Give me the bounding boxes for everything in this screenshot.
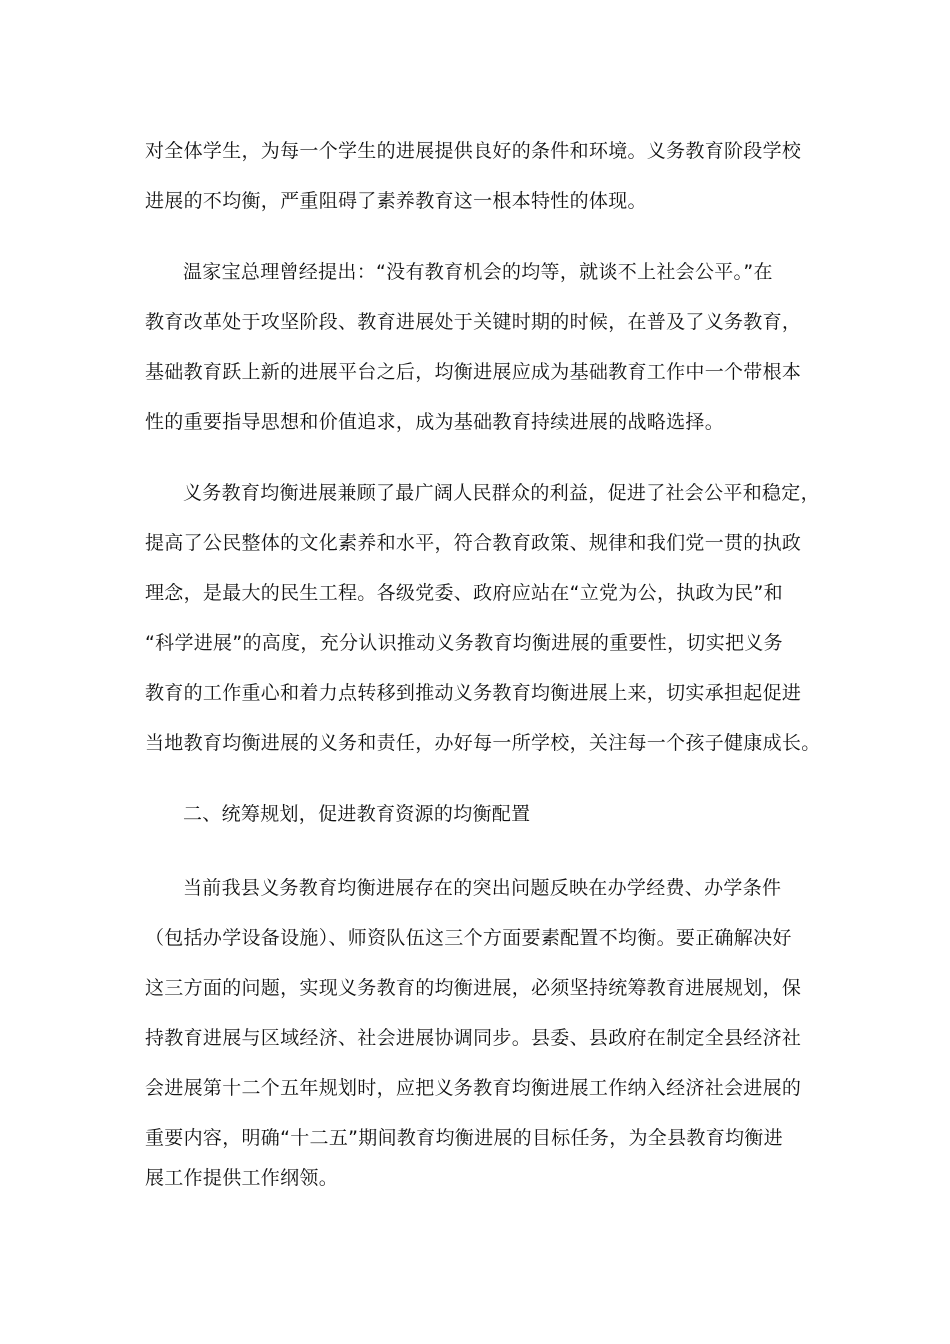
paragraph-1-line-2: 进展的不均衡，严重阻碍了素养教育这一根本特性的体现。	[145, 190, 647, 212]
paragraph-3-line-5: 教育的工作重心和着力点转移到推动义务教育均衡进展上来，切实承担起促进	[145, 682, 802, 704]
paragraph-4-line-4: 持教育进展与区域经济、社会进展协调同步。县委、县政府在制定全县经济社	[145, 1027, 802, 1049]
section-heading: 二、统筹规划，促进教育资源的均衡配置	[183, 803, 531, 825]
paragraph-1-line-1: 对全体学生，为每一个学生的进展提供良好的条件和环境。义务教育阶段学校	[145, 140, 802, 162]
paragraph-3-line-6: 当地教育均衡进展的义务和责任，办好每一所学校，关注每一个孩子健康成长。	[145, 732, 821, 754]
paragraph-3-line-1: 义务教育均衡进展兼顾了最广阔人民群众的利益，促进了社会公平和稳定，	[183, 482, 820, 504]
paragraph-2-line-3: 基础教育跃上新的进展平台之后，均衡进展应成为基础教育工作中一个带根本	[145, 361, 802, 383]
paragraph-3-line-2: 提高了公民整体的文化素养和水平，符合教育政策、规律和我们党一贯的执政	[145, 532, 802, 554]
paragraph-4-line-6: 重要内容，明确“十二五”期间教育均衡进展的目标任务，为全县教育均衡进	[145, 1127, 783, 1149]
paragraph-4-line-1: 当前我县义务教育均衡进展存在的突出问题反映在办学经费、办学条件	[183, 877, 782, 899]
paragraph-3-line-3: 理念，是最大的民生工程。各级党委、政府应站在“立党为公，执政为民”和	[145, 582, 783, 604]
paragraph-4-line-2: （包括办学设备设施）、师资队伍这三个方面要素配置不均衡。要正确解决好	[145, 927, 792, 949]
paragraph-3-line-4: “科学进展”的高度，充分认识推动义务教育均衡进展的重要性，切实把义务	[145, 632, 783, 654]
paragraph-4-line-3: 这三方面的问题，实现义务教育的均衡进展，必须坚持统筹教育进展规划，保	[145, 977, 802, 999]
paragraph-4-line-5: 会进展第十二个五年规划时，应把义务教育均衡进展工作纳入经济社会进展的	[145, 1077, 802, 1099]
paragraph-2-line-2: 教育改革处于攻坚阶段、教育进展处于关键时期的时候，在普及了义务教育，	[145, 311, 802, 333]
paragraph-2-line-1: 温家宝总理曾经提出：“没有教育机会的均等，就谈不上社会公平。”在	[183, 261, 773, 283]
paragraph-2-line-4: 性的重要指导思想和价值追求，成为基础教育持续进展的战略选择。	[145, 411, 725, 433]
paragraph-4-line-7: 展工作提供工作纲领。	[145, 1167, 339, 1189]
